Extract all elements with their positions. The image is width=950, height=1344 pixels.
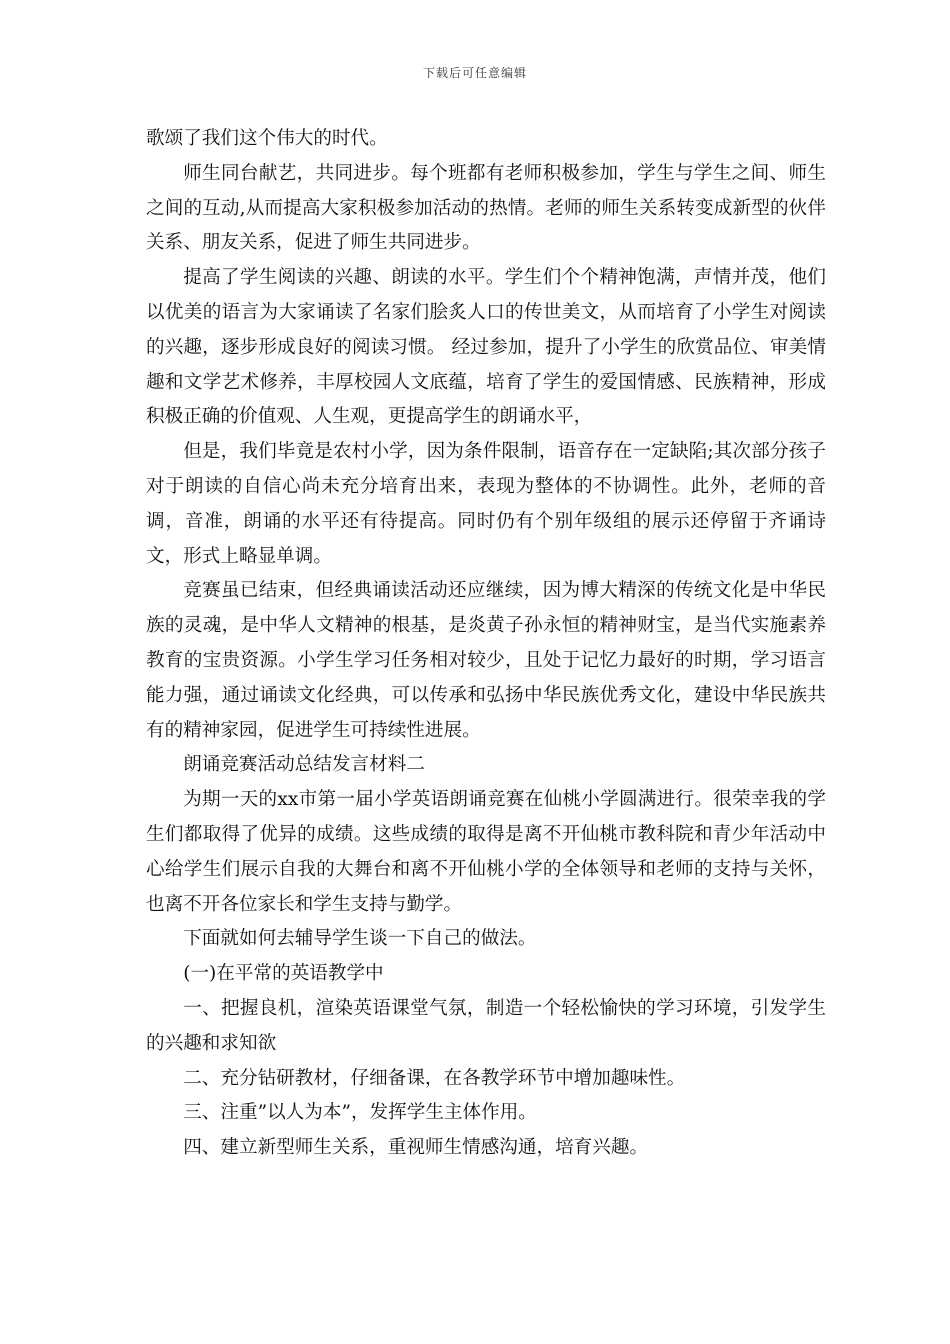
paragraph-methods-intro: 下面就如何去辅导学生谈一下自己的做法。	[183, 928, 537, 950]
section-title-material-two: 朗诵竞赛活动总结发言材料二	[183, 754, 425, 776]
list-item-three: 三、注重”以人为本”，发挥学生主体作用。	[183, 1102, 537, 1124]
list-item-one: 一、把握良机，渲染英语课堂气氛，制造一个轻松愉快的学习环境，引发学生的兴趣和求知欲	[146, 997, 826, 1054]
paragraph-shortcomings: 但是，我们毕竟是农村小学，因为条件限制，语音存在一定缺陷;其次部分孩子对于朗读的自信心尚未充分培育出来，表现为整体的不协调性。此外，老师的音调，音准，朗诵的水平还有待提高。同时仍有个别年级组的展示还停留于齐诵诗文，形式上略显单调。	[146, 441, 826, 567]
paragraph-reading-interest: 提高了学生阅读的兴趣、朗读的水平。学生们个个精神饱满，声情并茂，他们以优美的语言为大家诵读了名家们脍炙人口的传世美文，从而培育了小学生对阅读的兴趣，逐步形成良好的阅读习惯。 经过参加，提升了小学生的欣赏品位、审美情趣和文学艺术修养，丰厚校园人文底蕴，培育了学生的爱国情感、民族精神，形成积极正确的价值观、人生观，更提高学生的朗诵水平，	[146, 267, 826, 428]
paragraph-teacher-student: 师生同台献艺，共同进步。每个班都有老师积极参加，学生与学生之间、师生之间的互动,从而提高大家积极参加活动的热情。老师的师生关系转变成新型的伙伴关系、朋友关系，促进了师生共同进步。	[146, 162, 826, 254]
paragraph-english-contest: 为期一天的xx市第一届小学英语朗诵竞赛在仙桃小学圆满进行。很荣幸我的学生们都取得了优异的成绩。这些成绩的取得是离不开仙桃市教科院和青少年活动中心给学生们展示自我的大舞台和离不开仙桃小学的全体领导和老师的支持与关怀，也离不开各位家长和学生支持与勤学。	[146, 789, 826, 915]
paragraph-continue-activity: 竞赛虽已结束，但经典诵读活动还应继续，因为博大精深的传统文化是中华民族的灵魂，是中华人文精神的根基，是炎黄子孙永恒的精神财宝，是当代实施素养教育的宝贵资源。小学生学习任务相对较少，且处于记忆力最好的时期，学习语言能力强，通过诵读文化经典，可以传承和弘扬中华民族优秀文化，建设中华民族共有的精神家园，促进学生可持续性进展。	[146, 580, 826, 741]
list-item-four: 四、建立新型师生关系，重视师生情感沟通，培育兴趣。	[183, 1137, 649, 1159]
document-body	[146, 122, 826, 1166]
page-header: 下载后可任意编辑	[422, 66, 527, 80]
subheading-daily-teaching: (一)在平常的英语教学中	[183, 963, 384, 985]
paragraph-continuation: 歌颂了我们这个伟大的时代。	[146, 128, 388, 149]
list-item-two: 二、充分钻研教材，仔细备课，在各教学环节中增加趣味性。	[183, 1067, 686, 1089]
